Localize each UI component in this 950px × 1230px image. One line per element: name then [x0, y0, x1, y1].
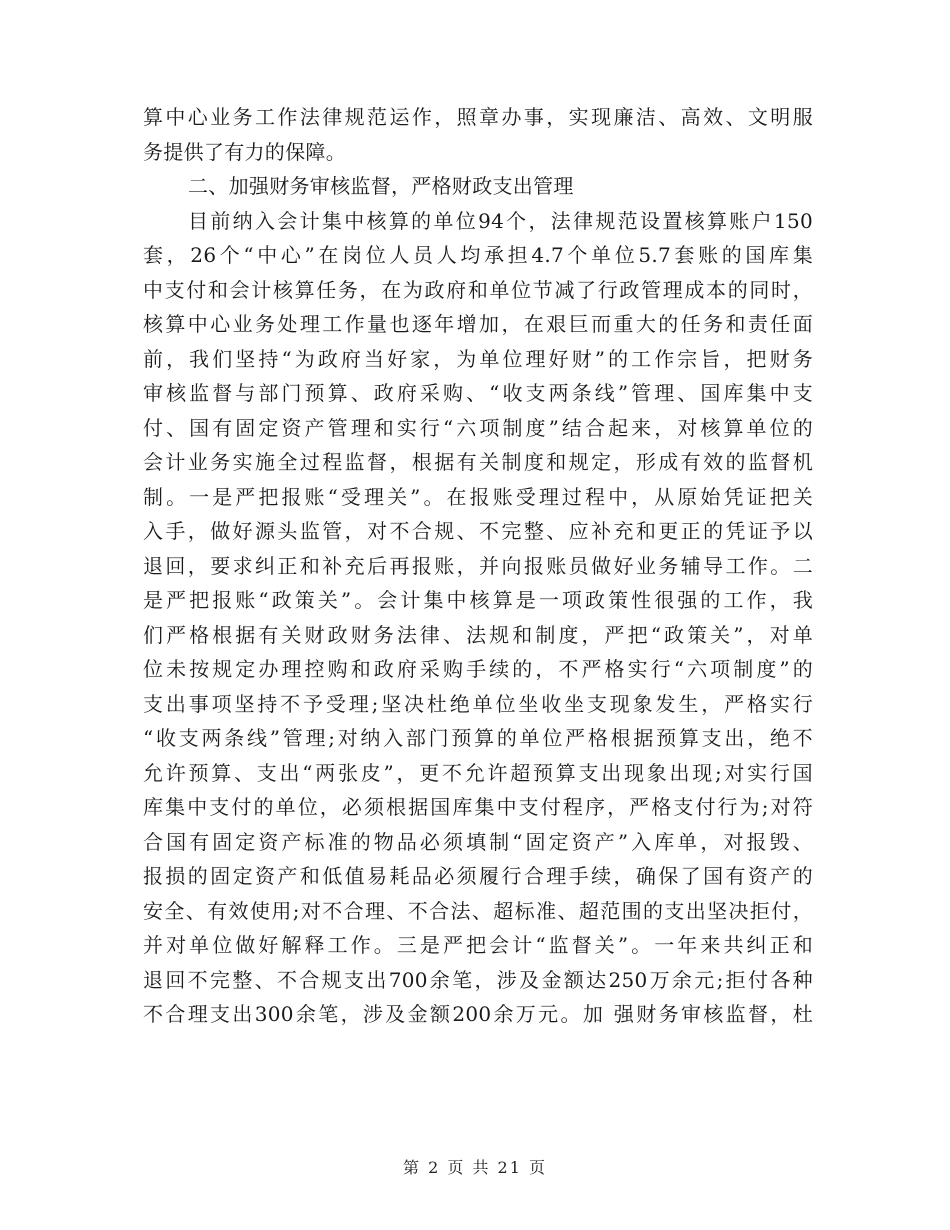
text-line: 中支付和会计核算任务，在为政府和单位节减了行政管理成本的同时， — [143, 277, 813, 302]
text-line: “收支两条线”管理;对纳入部门预算的单位严格根据预算支出，绝不 — [143, 726, 813, 750]
text-line: 目前纳入会计集中核算的单位94个，法律规范设置核算账户150 — [188, 208, 813, 233]
text-line: 二、加强财务审核监督，严格财政支出管理 — [188, 174, 574, 198]
text-line: 们严格根据有关财政财务法律、法规和制度，严把“政策关”，对单 — [143, 622, 813, 647]
text-line: 套，26个“中心”在岗位人员人均承担4.7个单位5.7套账的国库集 — [143, 243, 813, 267]
text-line: 退回不完整、不合规支出700余笔，涉及金额达250万余元;拒付各种 — [143, 967, 813, 992]
text-line: 核算中心业务处理工作量也逐年增加，在艰巨而重大的任务和责任面 — [143, 312, 813, 336]
text-line: 退回，要求纠正和补充后再报账，并向报账员做好业务辅导工作。二 — [143, 553, 813, 578]
text-line: 报损的固定资产和低值易耗品必须履行合理手续，确保了国有资产的 — [143, 864, 813, 888]
text-line: 务提供了有力的保障。 — [143, 139, 346, 164]
text-line: 库集中支付的单位，必须根据国库集中支付程序，严格支付行为;对符 — [143, 795, 813, 819]
text-line: 不合理支出300余笔，涉及金额200余万元。加 强财务审核监督，杜 — [143, 1002, 813, 1026]
text-line: 位未按规定办理控购和政府采购手续的，不严格实行“六项制度”的 — [143, 657, 813, 681]
text-line: 是严把报账“政策关”。会计集中核算是一项政策性很强的工作，我 — [143, 588, 813, 612]
text-line: 前，我们坚持“为政府当好家，为单位理好财”的工作宗旨，把财务 — [143, 346, 813, 371]
document-body — [143, 100, 813, 1032]
text-line: 付、国有固定资产管理和实行“六项制度”结合起来，对核算单位的 — [143, 415, 813, 440]
text-line: 制。一是严把报账“受理关”。在报账受理过程中，从原始凭证把关 — [143, 484, 813, 509]
text-line: 支出事项坚持不予受理;坚决杜绝单位坐收坐支现象发生，严格实行 — [143, 691, 813, 716]
text-line: 入手，做好源头监管，对不合规、不完整、应补充和更正的凭证予以 — [143, 519, 813, 543]
page-footer: 第 2 页 共 21 页 — [403, 1158, 547, 1177]
text-line: 审核监督与部门预算、政府采购、“收支两条线”管理、国库集中支 — [143, 381, 813, 405]
text-line: 并对单位做好解释工作。三是严把会计“监督关”。一年来共纠正和 — [143, 933, 813, 957]
text-line: 安全、有效使用;对不合理、不合法、超标准、超范围的支出坚决拒付， — [143, 898, 813, 923]
text-line: 会计业务实施全过程监督，根据有关制度和规定，形成有效的监督机 — [143, 450, 813, 474]
text-line: 合国有固定资产标准的物品必须填制“固定资产”入库单，对报毁、 — [143, 829, 813, 854]
text-line: 允许预算、支出“两张皮”，更不允许超预算支出现象出现;对实行国 — [143, 760, 813, 785]
text-line: 算中心业务工作法律规范运作，照章办事，实现廉洁、高效、文明服 — [143, 105, 813, 129]
